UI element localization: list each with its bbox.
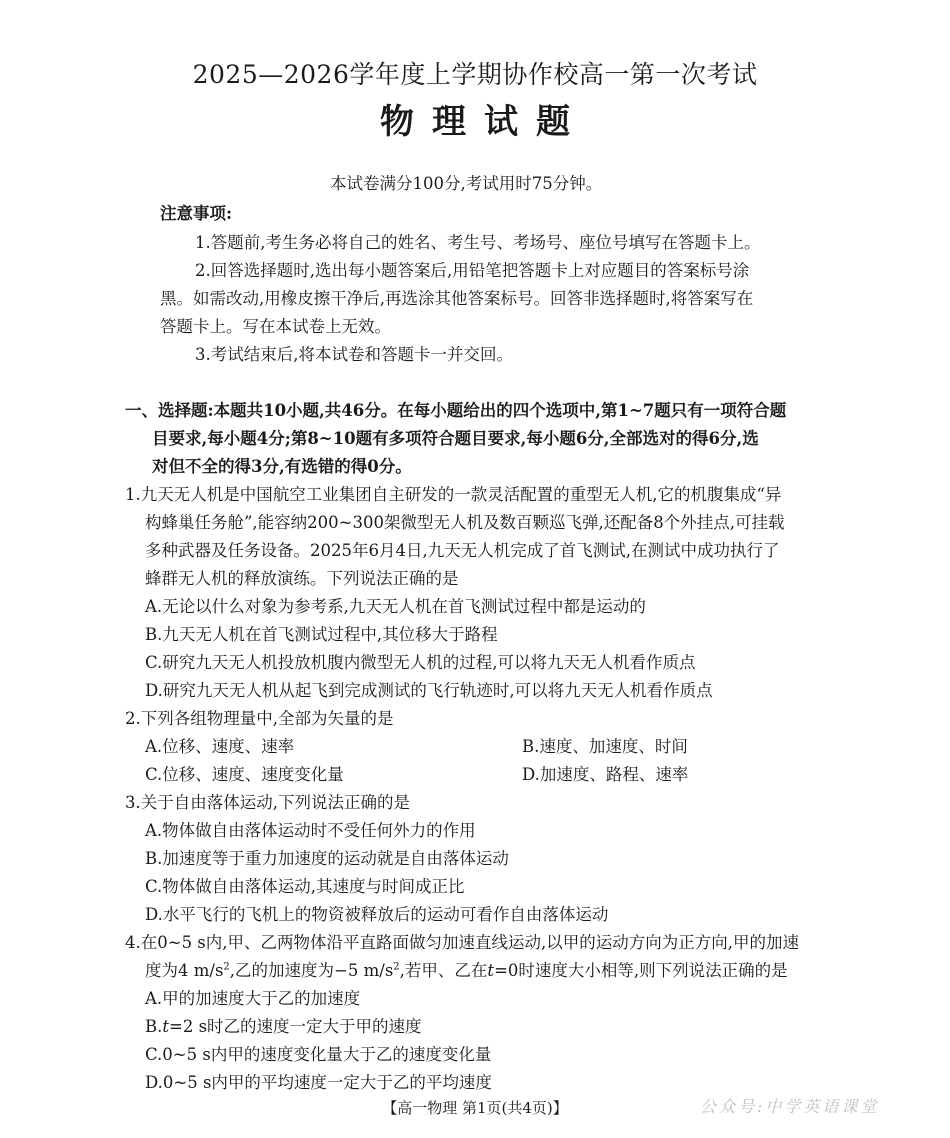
q2-option-b: B.速度、加速度、时间 — [522, 737, 688, 756]
q2-stem: 2.下列各组物理量中,全部为矢量的是 — [125, 709, 394, 728]
q4-option-a: A.甲的加速度大于乙的加速度 — [145, 989, 361, 1008]
section-1-line-1: 一、选择题:本题共10小题,共46分。在每小题给出的四个选项中,第1~7题只有一项符合题 — [125, 401, 787, 420]
score-info: 本试卷满分100分,考试用时75分钟。 — [330, 174, 603, 193]
q3-option-d: D.水平飞行的飞机上的物资被释放后的运动可看作自由落体运动 — [145, 905, 609, 924]
q1-option-b: B.九天无人机在首飞测试过程中,其位移大于路程 — [145, 625, 498, 644]
notice-item-2-line-3: 答题卡上。写在本试卷上无效。 — [160, 317, 391, 336]
q4-option-b: B.t=2 s时乙的速度一定大于甲的速度 — [145, 1017, 422, 1036]
q1-stem-line-1: 1.九天无人机是中国航空工业集团自主研发的一款灵活配置的重型无人机,它的机腹集成“异 — [125, 485, 782, 504]
q1-stem-line-4: 蜂群无人机的释放演练。下列说法正确的是 — [145, 569, 459, 588]
q1-option-c: C.研究九天无人机投放机腹内微型无人机的过程,可以将九天无人机看作质点 — [145, 653, 696, 672]
section-1-line-2: 目要求,每小题4分;第8~10题有多项符合题目要求,每小题6分,全部选对的得6分,选 — [152, 429, 759, 448]
notice-item-2-line-1: 2.回答选择题时,选出每小题答案后,用铅笔把答题卡上对应题目的答案标号涂 — [195, 261, 750, 280]
q1-stem-line-3: 多种武器及任务设备。2025年6月4日,九天无人机完成了首飞测试,在测试中成功执行了 — [145, 541, 780, 560]
q1-stem-line-2: 构蜂巢任务舱”,能容纳200~300架微型无人机及数百颗巡飞弹,还配备8个外挂点,可挂载 — [145, 513, 785, 532]
notice-item-2-line-2: 黑。如需改动,用橡皮擦干净后,再选涂其他答案标号。回答非选择题时,将答案写在 — [160, 289, 754, 308]
q4-stem-line-1: 4.在0~5 s内,甲、乙两物体沿平直路面做匀加速直线运动,以甲的运动方向为正方向,甲的加速 — [125, 933, 800, 952]
q3-stem: 3.关于自由落体运动,下列说法正确的是 — [125, 793, 410, 812]
q4-option-c: C.0~5 s内甲的速度变化量大于乙的速度变化量 — [145, 1045, 492, 1064]
q1-option-d: D.研究九天无人机从起飞到完成测试的飞行轨迹时,可以将九天无人机看作质点 — [145, 681, 713, 700]
notice-heading: 注意事项: — [160, 204, 233, 223]
notice-item-3: 3.考试结束后,将本试卷和答题卡一并交回。 — [195, 345, 513, 364]
exam-title: 2025—2026学年度上学期协作校高一第一次考试 — [192, 60, 758, 89]
q3-option-b: B.加速度等于重力加速度的运动就是自由落体运动 — [145, 849, 509, 868]
section-1-line-3: 对但不全的得3分,有选错的得0分。 — [152, 457, 412, 476]
page-footer: 【高一物理 第1页(共4页)】 — [382, 1099, 568, 1117]
q2-option-c: C.位移、速度、速度变化量 — [145, 765, 344, 784]
q1-option-a: A.无论以什么对象为参考系,九天无人机在首飞测试过程中都是运动的 — [145, 597, 646, 616]
q2-option-a: A.位移、速度、速率 — [145, 737, 295, 756]
q3-option-a: A.物体做自由落体运动时不受任何外力的作用 — [145, 821, 476, 840]
q2-option-d: D.加速度、路程、速率 — [522, 765, 689, 784]
q3-option-c: C.物体做自由落体运动,其速度与时间成正比 — [145, 877, 465, 896]
notice-item-1: 1.答题前,考生务必将自己的姓名、考生号、考场号、座位号填写在答题卡上。 — [195, 233, 761, 252]
watermark: 公众号:中学英语课堂 — [700, 1097, 880, 1116]
q4-option-d: D.0~5 s内甲的平均速度一定大于乙的平均速度 — [145, 1073, 492, 1092]
subject-title: 物理试题 — [380, 102, 588, 142]
q4-stem-line-2: 度为4 $m/s^2$,乙的加速度为−5 $m/s^2$,若甲、乙在t=0时速度大小相等,则下列说法正确的是 — [145, 961, 788, 980]
